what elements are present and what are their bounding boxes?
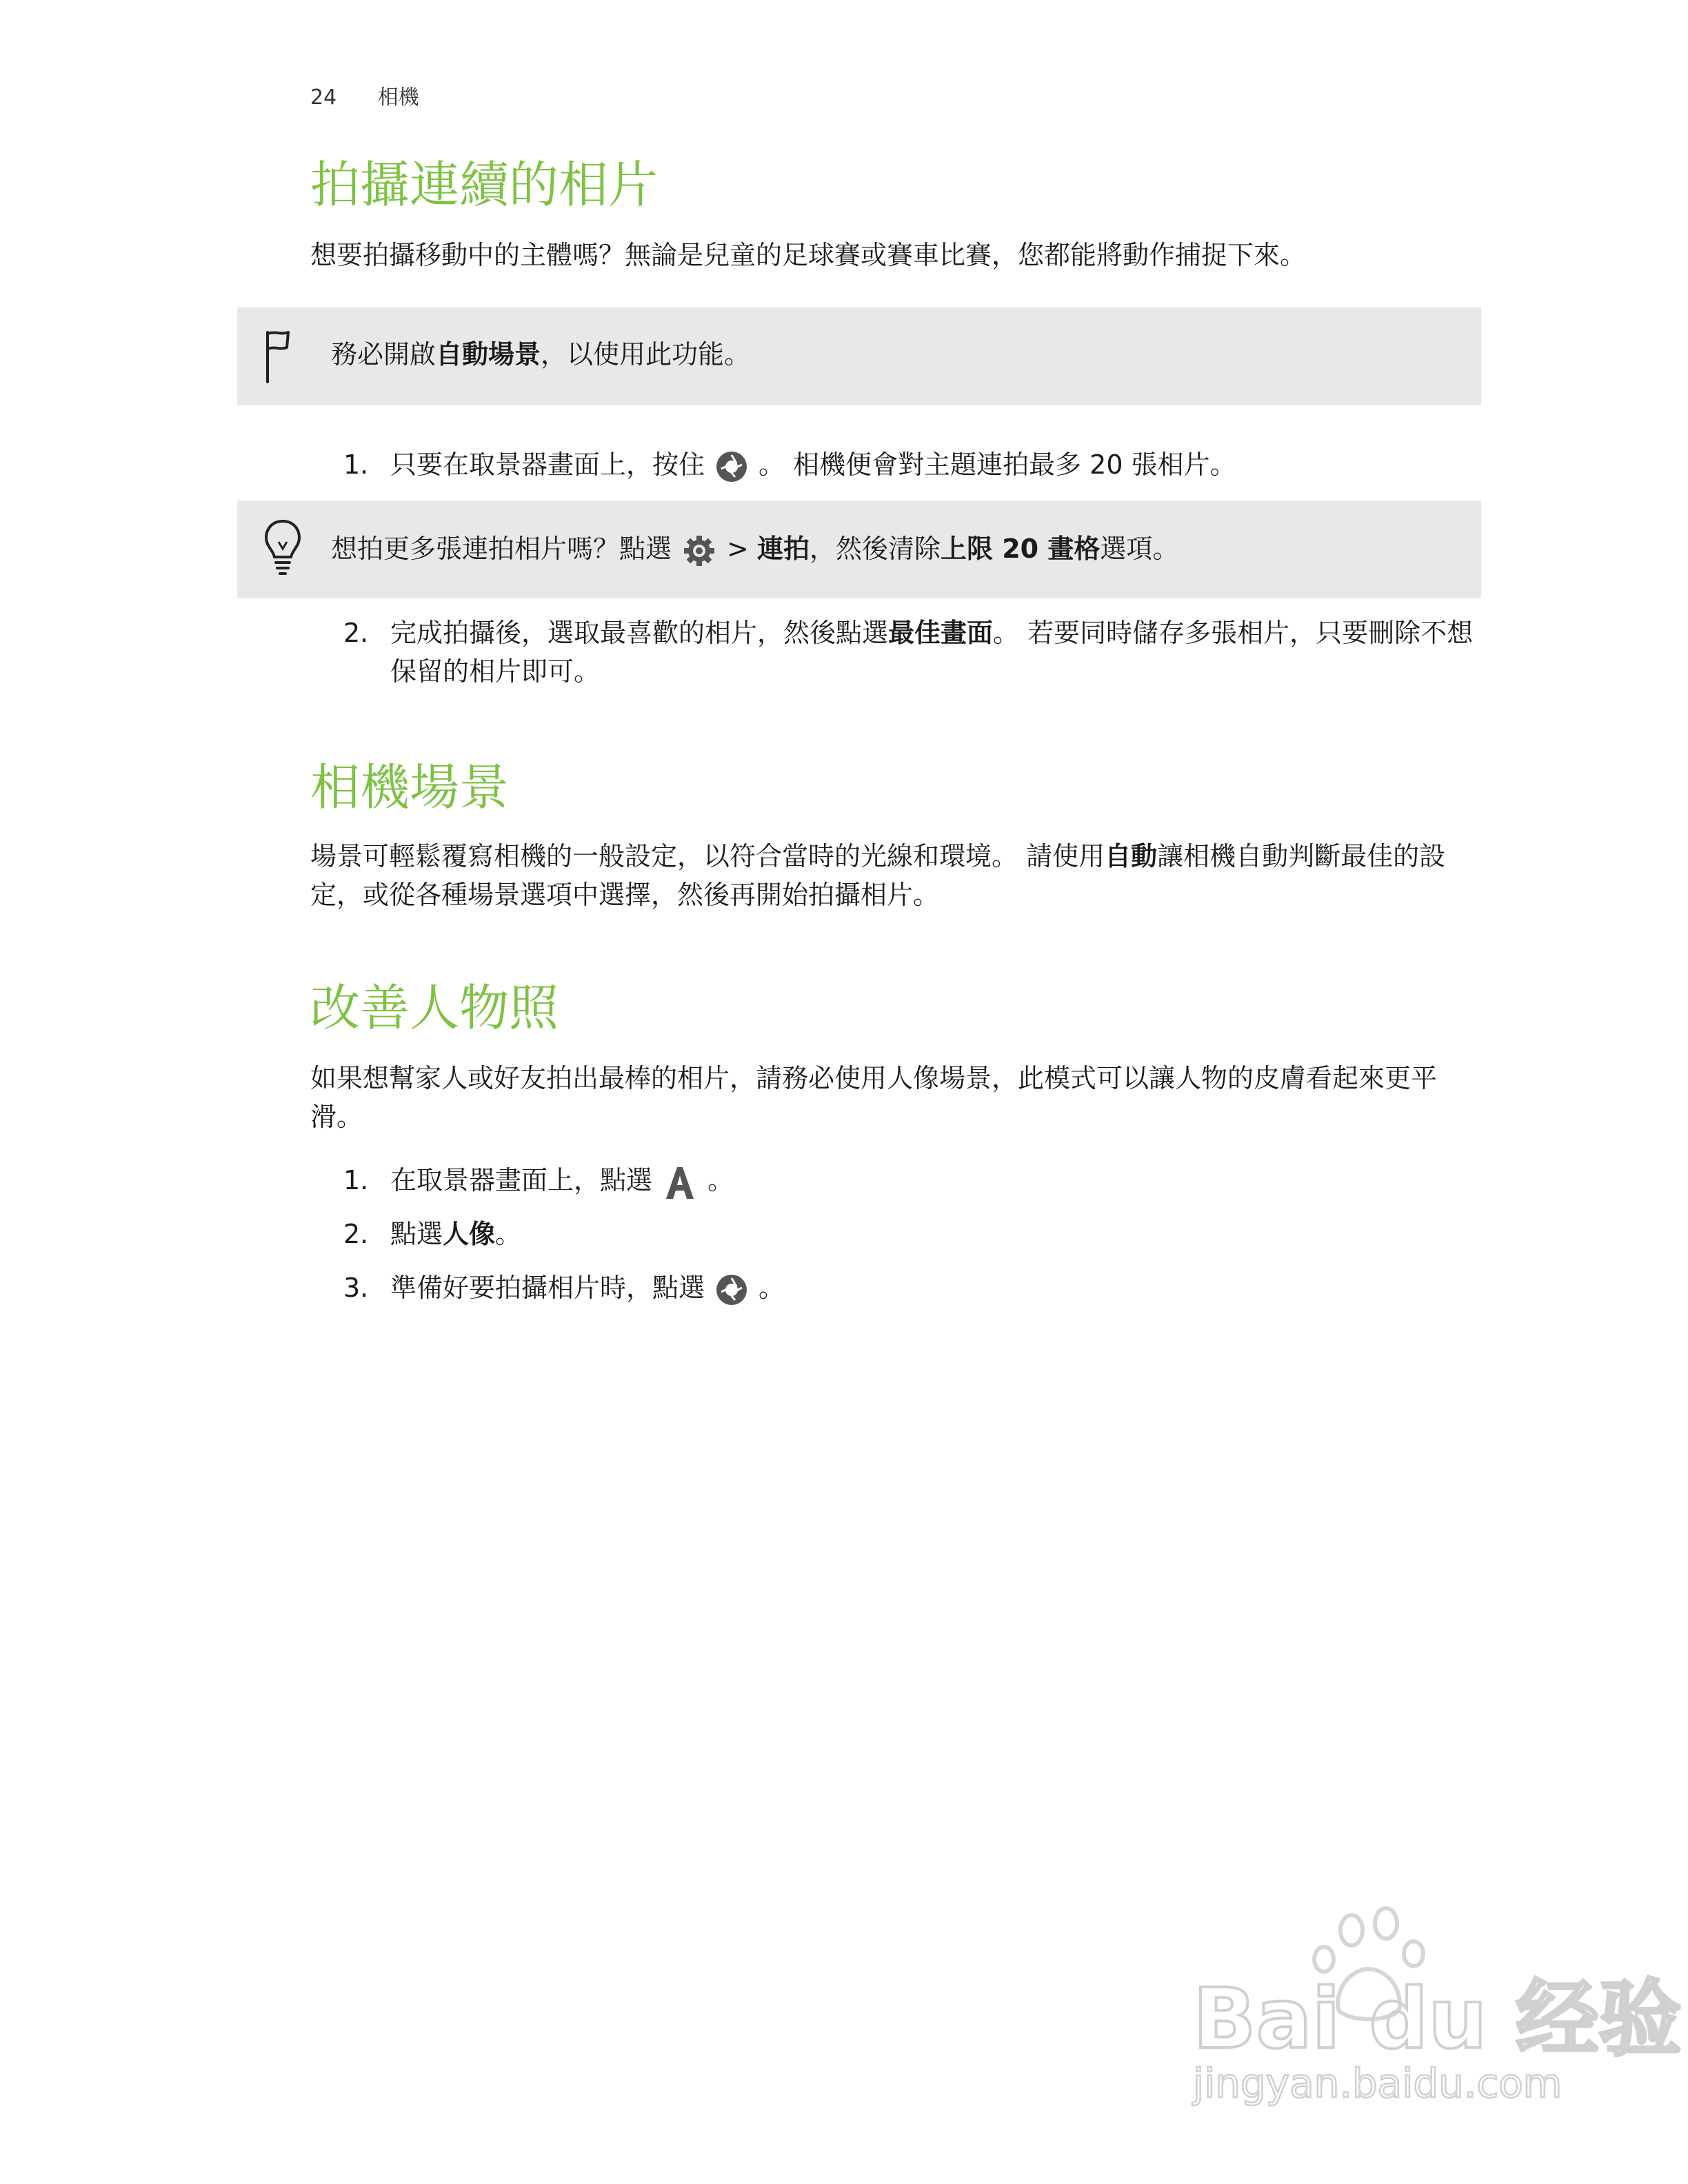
step-text xyxy=(390,1268,1480,1307)
watermark-brand: Bai du 经验 xyxy=(1193,1972,1682,2067)
watermark-url: jingyan.baidu.com xyxy=(1193,2060,1563,2107)
page-header xyxy=(310,80,419,110)
step-text xyxy=(390,445,1480,484)
step-bold: 人像 xyxy=(443,1219,496,1249)
step-text-part: 點選 xyxy=(390,1219,443,1249)
step-number: 1. xyxy=(343,1165,369,1195)
step-number: 1. xyxy=(343,449,369,480)
tip-callout xyxy=(237,501,1481,598)
step-text xyxy=(390,1161,1480,1200)
note-text-part: 務必開啟 xyxy=(331,339,436,370)
gear-icon xyxy=(683,534,716,567)
note-callout xyxy=(237,307,1481,405)
portrait-paragraph xyxy=(310,1059,1483,1136)
step-number: 2. xyxy=(343,618,369,648)
tip-bold-limit: 上限 20 畫格 xyxy=(940,534,1101,564)
portrait-text-part: 如果想幫家人或好友拍出最棒的相片，請務必使用 xyxy=(310,1063,887,1093)
section-title-portrait: 改善人物照 xyxy=(310,979,559,1037)
page-number: 24 xyxy=(310,85,337,110)
step-text-part: 。 若要同時儲存多張相片，只要刪除不想保留的相片即可。 xyxy=(390,618,1474,687)
burst-intro: 想要拍攝移動中的主體嗎？無論是兒童的足球賽或賽車比賽，您都能將動作捕捉下來。 xyxy=(310,240,1307,270)
step-text xyxy=(390,614,1480,691)
step-text-part: 完成拍攝後，選取最喜歡的相片，然後點選 xyxy=(390,618,889,648)
step-number: 2. xyxy=(343,1219,369,1249)
note-text xyxy=(331,335,750,374)
scenes-paragraph xyxy=(310,837,1483,914)
tip-text-part: ，然後清除 xyxy=(809,534,941,564)
note-text-part: ，以使用此功能。 xyxy=(541,339,751,370)
chapter-title: 相機 xyxy=(377,85,419,110)
step-text-part: 。 相機便會對主題連拍最多 20 張相片。 xyxy=(758,449,1236,480)
lightbulb-icon xyxy=(261,517,305,579)
step-text-part: 。 xyxy=(707,1165,734,1195)
flag-icon xyxy=(261,328,294,385)
step-text-part: 在取景器畫面上，點選 xyxy=(390,1165,653,1195)
tip-separator: > xyxy=(727,534,749,564)
scenes-bold: 自動 xyxy=(1105,841,1158,871)
scenes-text-part: 場景可輕鬆覆寫相機的一般設定，以符合當時的光線和環境。 請使用 xyxy=(310,841,1105,871)
note-bold: 自動場景 xyxy=(436,339,541,370)
section-title-burst: 拍攝連續的相片 xyxy=(310,156,659,214)
portrait-text-part: 人像 xyxy=(887,1063,940,1093)
baidu-watermark xyxy=(1186,1903,1682,2110)
step-text-part: 只要在取景器畫面上，按住 xyxy=(390,449,705,480)
portrait-text-part: 場景，此模式可以讓人物的皮膚看起來更平滑。 xyxy=(310,1063,1438,1132)
step-number: 3. xyxy=(343,1273,369,1303)
tip-bold-burst: 連拍 xyxy=(756,534,810,564)
auto-scene-icon xyxy=(663,1164,696,1200)
tip-text-part: 選項。 xyxy=(1100,534,1179,564)
tip-text-part: 想拍更多張連拍相片嗎？點選 xyxy=(331,534,672,564)
shutter-icon xyxy=(716,451,747,483)
step-text-part: 準備好要拍攝相片時，點選 xyxy=(390,1273,705,1303)
scenes-text-part: 讓相機自動判斷最佳的設定，或從各種場景選項中選擇，然後再開始拍攝相片。 xyxy=(310,841,1446,910)
section-title-scenes: 相機場景 xyxy=(310,758,510,816)
step-text xyxy=(390,1215,1480,1253)
shutter-icon xyxy=(716,1274,747,1306)
step-text-part: 。 xyxy=(495,1219,522,1249)
step-bold: 最佳畫面 xyxy=(888,618,994,648)
tip-text xyxy=(331,529,1178,568)
step-text-part: 。 xyxy=(758,1273,785,1303)
